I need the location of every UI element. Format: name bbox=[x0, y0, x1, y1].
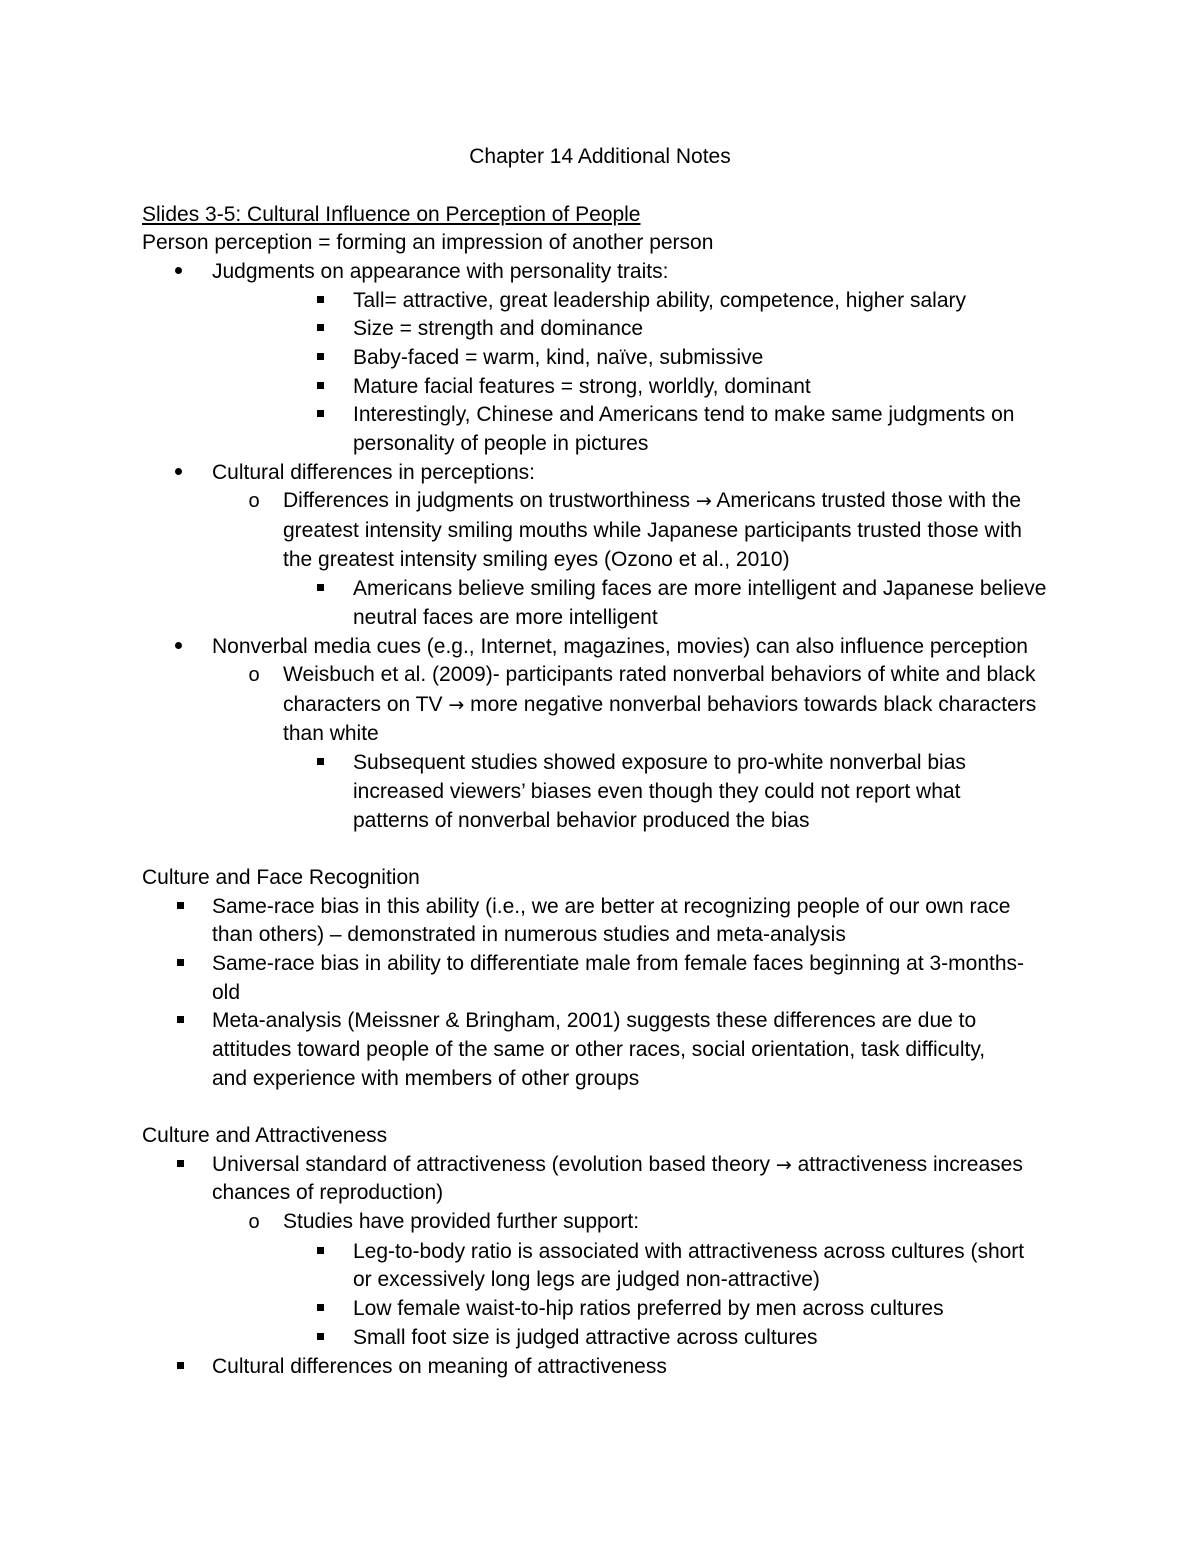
list-item: Leg-to-body ratio is associated with attractiveness across cultures (short bbox=[353, 1240, 1025, 1263]
list-item: Low female waist-to-hip ratios preferred by men across cultures bbox=[353, 1297, 944, 1320]
bullet-circle: o bbox=[248, 664, 260, 686]
bullet-square bbox=[310, 314, 330, 344]
list-item: Size = strength and dominance bbox=[353, 317, 644, 340]
list-item: Same-race bias in this ability (i.e., we are better at recognizing people of our own race bbox=[212, 895, 1011, 918]
list-item-continuation: attitudes toward people of the same or other races, social orientation, task difficulty, bbox=[212, 1038, 986, 1061]
list-item: Tall= attractive, great leadership ability, competence, higher salary bbox=[353, 289, 967, 312]
bullet-square bbox=[170, 1150, 190, 1180]
bullet-dot bbox=[168, 632, 188, 662]
section-heading-cultural-influence: Slides 3-5: Cultural Influence on Perception of People bbox=[142, 203, 641, 226]
list-item-continuation: greatest intensity smiling mouths while Japanese participants trusted those with bbox=[283, 519, 1022, 542]
arrow-right-icon: → bbox=[448, 694, 465, 716]
list-item-continuation: chances of reproduction) bbox=[212, 1181, 444, 1204]
list-item: Subsequent studies showed exposure to pro-white nonverbal bias bbox=[353, 751, 966, 774]
section-heading-face-recognition: Culture and Face Recognition bbox=[142, 866, 420, 889]
list-item-continuation: neutral faces are more intelligent bbox=[353, 606, 658, 629]
list-item: Small foot size is judged attractive across cultures bbox=[353, 1326, 818, 1349]
bullet-square bbox=[310, 748, 330, 778]
list-item: Baby-faced = warm, kind, naïve, submissive bbox=[353, 346, 764, 369]
bullet-square bbox=[170, 949, 190, 979]
list-item: Cultural differences in perceptions: bbox=[212, 461, 535, 484]
bullet-circle: o bbox=[248, 490, 260, 512]
arrow-right-icon: → bbox=[695, 490, 712, 512]
list-item-continuation: characters on TV → more negative nonverbal behaviors towards black characters bbox=[283, 693, 1037, 716]
list-item-continuation: patterns of nonverbal behavior produced the bias bbox=[353, 809, 810, 832]
list-item: Universal standard of attractiveness (evolution based theory → attractiveness increases bbox=[212, 1153, 1023, 1176]
list-item: Meta-analysis (Meissner & Bringham, 2001) suggests these differences are due to bbox=[212, 1009, 977, 1032]
bullet-square bbox=[170, 892, 190, 922]
list-item-continuation: than white bbox=[283, 722, 379, 745]
list-item-continuation: than others) – demonstrated in numerous studies and meta-analysis bbox=[212, 923, 846, 946]
list-item: Differences in judgments on trustworthiness → Americans trusted those with the bbox=[283, 489, 1022, 512]
bullet-square bbox=[310, 574, 330, 604]
bullet-square bbox=[310, 1237, 330, 1267]
page-title: Chapter 14 Additional Notes bbox=[469, 145, 731, 168]
arrow-right-icon: → bbox=[775, 1154, 792, 1176]
list-item: Mature facial features = strong, worldly, dominant bbox=[353, 375, 811, 398]
list-item: Americans believe smiling faces are more intelligent and Japanese believe bbox=[353, 577, 1047, 600]
bullet-square bbox=[310, 372, 330, 402]
section-heading-attractiveness: Culture and Attractiveness bbox=[142, 1124, 388, 1147]
list-item-continuation: the greatest intensity smiling eyes (Ozono et al., 2010) bbox=[283, 548, 790, 571]
list-item-continuation: or excessively long legs are judged non-attractive) bbox=[353, 1268, 820, 1291]
bullet-square bbox=[310, 1323, 330, 1353]
bullet-square bbox=[170, 1006, 190, 1036]
list-item: Interestingly, Chinese and Americans tend to make same judgments on bbox=[353, 403, 1015, 426]
list-item-continuation: old bbox=[212, 981, 241, 1004]
bullet-square bbox=[310, 286, 330, 316]
bullet-square bbox=[310, 400, 330, 430]
list-item: Studies have provided further support: bbox=[283, 1210, 640, 1233]
section-intro: Person perception = forming an impression of another person bbox=[142, 231, 714, 254]
bullet-square bbox=[310, 343, 330, 373]
list-item: Same-race bias in ability to differentiate male from female faces beginning at 3-months- bbox=[212, 952, 1025, 975]
list-item: Judgments on appearance with personality traits: bbox=[212, 260, 669, 283]
bullet-square bbox=[170, 1352, 190, 1382]
list-item: Cultural differences on meaning of attractiveness bbox=[212, 1355, 667, 1378]
bullet-dot bbox=[168, 458, 188, 488]
bullet-circle: o bbox=[248, 1211, 260, 1233]
bullet-square bbox=[310, 1294, 330, 1324]
list-item-continuation: and experience with members of other groups bbox=[212, 1067, 640, 1090]
list-item-continuation: personality of people in pictures bbox=[353, 432, 649, 455]
list-item: Nonverbal media cues (e.g., Internet, magazines, movies) can also influence perception bbox=[212, 635, 1028, 658]
list-item: Weisbuch et al. (2009)- participants rated nonverbal behaviors of white and black bbox=[283, 663, 1036, 686]
list-item-continuation: increased viewers’ biases even though they could not report what bbox=[353, 780, 961, 803]
bullet-dot bbox=[168, 257, 188, 287]
